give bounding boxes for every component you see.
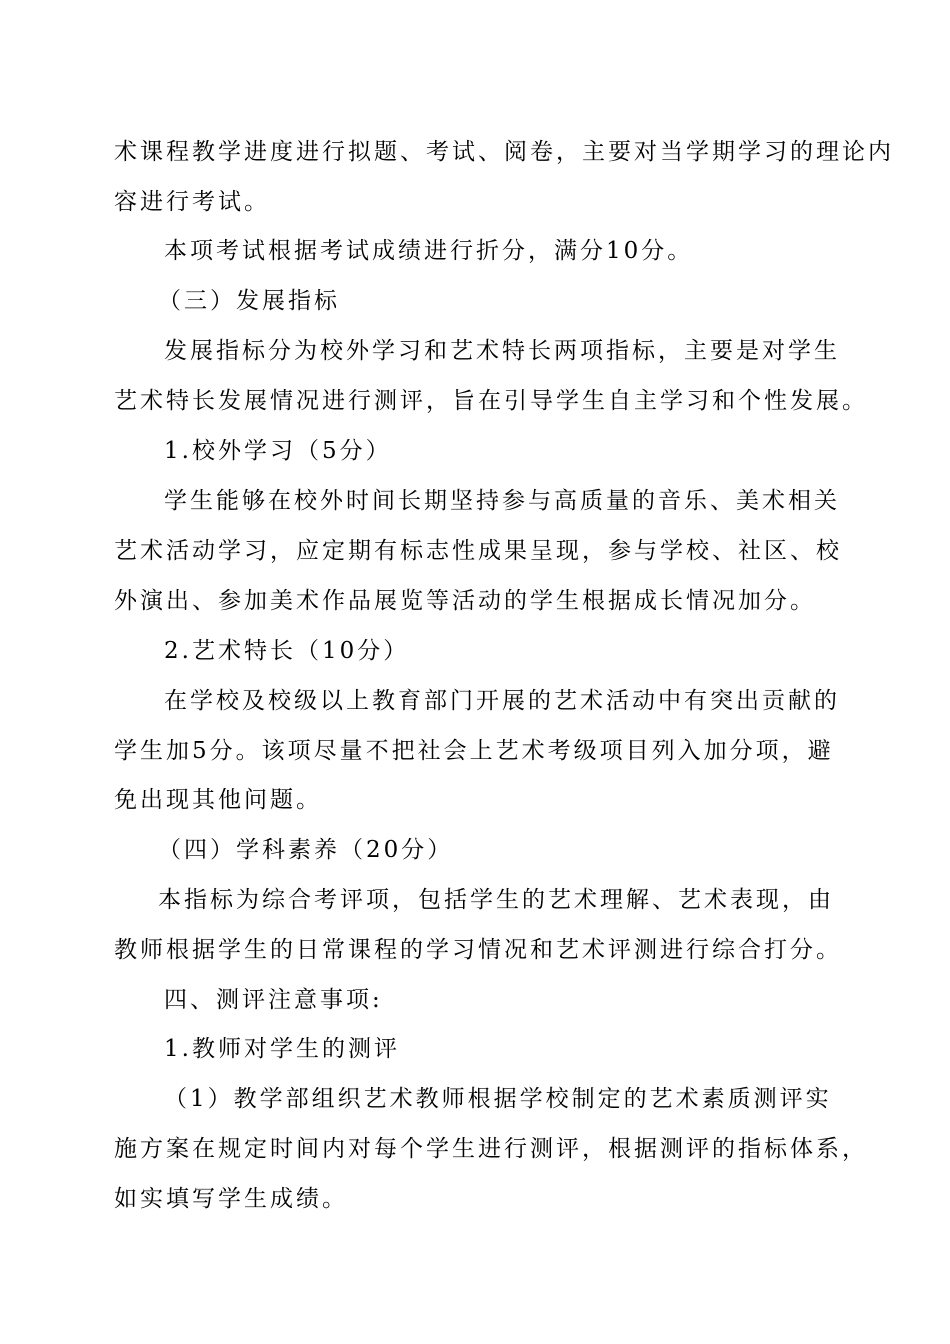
section-heading: 四、测评注意事项: (164, 987, 383, 1013)
text-line: 术课程教学进度进行拟题、考试、阅卷，主要对当学期学习的理论内 (114, 139, 894, 165)
section-heading: （三）发展指标 (158, 288, 340, 314)
text-line: 在学校及校级以上教育部门开展的艺术活动中有突出贡献的 (164, 688, 840, 714)
text-line: 本指标为综合考评项，包括学生的艺术理解、艺术表现，由 (158, 887, 834, 913)
text-line: 容进行考试。 (114, 189, 270, 215)
section-heading: （四）学科素养（20分） (158, 837, 454, 863)
subsection-heading: 1.校外学习（5分） (164, 438, 392, 464)
text-line: 本项考试根据考试成绩进行折分，满分10分。 (164, 238, 694, 264)
text-line: 教师根据学生的日常课程的学习情况和艺术评测进行综合打分。 (114, 937, 842, 963)
text-line: 学生能够在校外时间长期坚持参与高质量的音乐、美术相关 (164, 488, 840, 514)
text-line: 免出现其他问题。 (114, 787, 322, 813)
text-line: （1）教学部组织艺术教师根据学校制定的艺术素质测评实 (164, 1086, 832, 1112)
text-line: 艺术活动学习，应定期有标志性成果呈现，参与学校、社区、校 (114, 538, 842, 564)
text-line: 艺术特长发展情况进行测评，旨在引导学生自主学习和个性发展。 (114, 388, 868, 414)
text-line: 外演出、参加美术作品展览等活动的学生根据成长情况加分。 (114, 588, 816, 614)
text-line: 如实填写学生成绩。 (114, 1186, 348, 1212)
text-line: 施方案在规定时间内对每个学生进行测评，根据测评的指标体系， (114, 1136, 868, 1162)
subsection-heading: 1.教师对学生的测评 (164, 1036, 400, 1062)
text-line: 发展指标分为校外学习和艺术特长两项指标，主要是对学生 (164, 338, 840, 364)
subsection-heading: 2.艺术特长（10分） (164, 638, 410, 664)
text-line: 学生加5分。该项尽量不把社会上艺术考级项目列入加分项，避 (114, 738, 834, 764)
